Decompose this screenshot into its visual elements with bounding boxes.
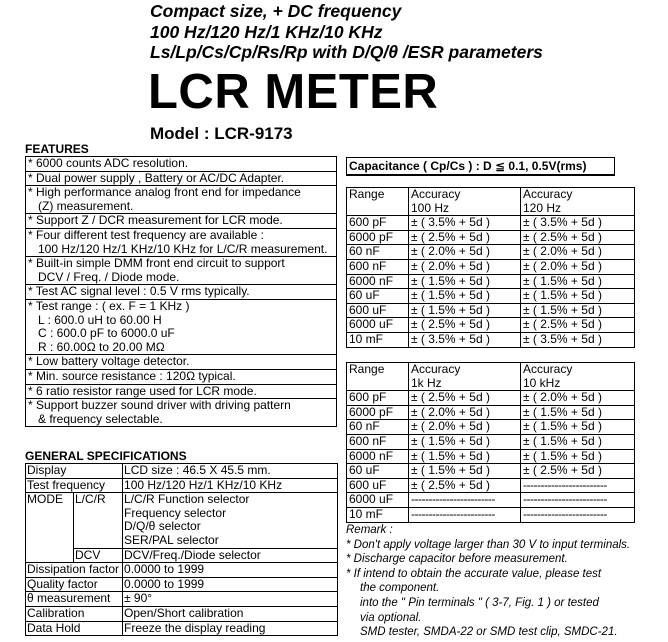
spec-value — [123, 493, 338, 548]
range-cell: 6000 pF — [347, 230, 409, 245]
accuracy-cell: ± ( 1.5% + 5d ) — [521, 434, 635, 449]
feature-item — [26, 369, 337, 384]
range-cell: 10 mF — [347, 332, 409, 347]
accuracy-cell: ± ( 1.5% + 5d ) — [521, 405, 635, 420]
spec-label: Data Hold — [26, 621, 123, 636]
feature-row — [26, 369, 337, 384]
accuracy-cell: ± ( 2.0% + 5d ) — [409, 259, 521, 274]
spec-row — [26, 464, 338, 479]
accuracy-cell: ------------------------ — [409, 507, 521, 522]
accuracy-cell: ± ( 3.5% + 5d ) — [521, 332, 635, 347]
feature-text: * High performance analog front end for impedance — [28, 185, 301, 200]
table-row — [347, 230, 635, 245]
feature-item — [26, 157, 337, 172]
range-cell: 6000 nF — [347, 274, 409, 289]
spec-row — [26, 606, 338, 621]
remarks-heading: Remark : — [346, 524, 393, 536]
feature-item — [26, 186, 337, 214]
feature-text: * Test range : ( ex. F = 1 KHz ) — [28, 299, 190, 313]
spec-label: θ measurement — [26, 592, 123, 607]
range-header: Range — [347, 188, 409, 216]
accuracy-cell: ± ( 3.5% + 5d ) — [521, 216, 635, 231]
spec-sublabel: DCV — [74, 548, 123, 563]
accuracy-cell: ------------------------ — [521, 493, 635, 508]
range-cell: 600 nF — [347, 434, 409, 449]
accuracy-label: Accuracy — [411, 362, 461, 376]
capacitance-table-2 — [346, 362, 635, 523]
table-row — [347, 259, 635, 274]
feature-item — [26, 214, 337, 229]
feature-text: * Min. source resistance : 120Ω typical. — [28, 369, 236, 383]
table-row — [347, 332, 635, 347]
feature-text: * 6000 counts ADC resolution. — [28, 156, 189, 170]
range-cell: 600 uF — [347, 303, 409, 318]
spec-value: 100 Hz/120 Hz/1 KHz/10 KHz — [123, 478, 338, 493]
remarks — [346, 523, 634, 640]
feature-text: * Low battery voltage detector. — [28, 354, 190, 369]
subtitle-line-2: 100 Hz/120 Hz/1 KHz/10 KHz — [150, 22, 383, 42]
accuracy-cell: ± ( 2.0% + 5d ) — [409, 420, 521, 435]
feature-subtext: & frequency selectable. — [38, 411, 163, 426]
capacitance-title: Capacitance ( Cp/Cs ) : D ≦ 0.1, 0.5V(rms) — [346, 157, 615, 176]
feature-item — [26, 228, 337, 256]
accuracy-cell: ± ( 2.5% + 5d ) — [521, 464, 635, 479]
feature-item — [26, 355, 337, 370]
table-header-row — [347, 363, 635, 391]
accuracy-cell: ± ( 2.5% + 5d ) — [409, 478, 521, 493]
spec-value: 0.0000 to 1999 — [123, 563, 338, 578]
range-cell: 6000 uF — [347, 493, 409, 508]
table-row — [347, 318, 635, 333]
remark-line: SMD tester, SMDA-22 or SMD test clip, SMDC-21. — [360, 626, 618, 639]
feature-item — [26, 257, 337, 285]
accuracy-cell: ± ( 3.5% + 5d ) — [409, 216, 521, 231]
accuracy-cell: ± ( 2.5% + 5d ) — [409, 391, 521, 406]
accuracy-cell: ± ( 2.0% + 5d ) — [521, 259, 635, 274]
feature-row — [26, 355, 337, 370]
table-row — [347, 493, 635, 508]
table-row — [347, 449, 635, 464]
accuracy-cell: ± ( 1.5% + 5d ) — [521, 420, 635, 435]
table-row — [347, 464, 635, 479]
range-cell: 600 uF — [347, 478, 409, 493]
table-row — [347, 303, 635, 318]
accuracy-cell: ± ( 2.5% + 5d ) — [409, 318, 521, 333]
remark-line: the component. — [360, 582, 440, 595]
remark-line: * If intend to obtain the accurate value, please test — [346, 567, 602, 580]
range-cell: 6000 nF — [347, 449, 409, 464]
feature-subtext: (Z) measurement. — [38, 198, 134, 213]
range-header: Range — [347, 363, 409, 391]
feature-text: * Dual power supply , Battery or AC/DC Adapter. — [28, 171, 285, 185]
spec-label: MODE — [26, 493, 74, 563]
feature-row — [26, 257, 337, 285]
accuracy-cell: ± ( 2.5% + 5d ) — [521, 230, 635, 245]
feature-row — [26, 299, 337, 354]
spec-sublabel: L/C/R — [74, 493, 123, 548]
range-cell: 60 uF — [347, 289, 409, 304]
feature-text: * Built-in simple DMM front end circuit to support — [28, 256, 285, 271]
table-row — [347, 216, 635, 231]
accuracy-header — [409, 188, 521, 216]
spec-value: Freeze the display reading — [123, 621, 338, 636]
range-cell: 10 mF — [347, 507, 409, 522]
features-heading: FEATURES — [25, 142, 89, 156]
accuracy-header — [521, 363, 635, 391]
spec-row — [26, 577, 338, 592]
remark-line: into the " Pin terminals " ( 3-7, Fig. 1 ) or tested — [360, 596, 599, 609]
feature-row — [26, 214, 337, 229]
accuracy-label: Accuracy — [523, 362, 573, 376]
feature-row — [26, 171, 337, 186]
accuracy-header — [521, 188, 635, 216]
table-row — [347, 289, 635, 304]
frequency-label: 100 Hz — [411, 200, 450, 215]
accuracy-cell: ± ( 1.5% + 5d ) — [409, 274, 521, 289]
spec-label: Display — [26, 464, 123, 479]
range-cell: 600 nF — [347, 259, 409, 274]
feature-item — [26, 299, 337, 354]
frequency-label: 1k Hz — [411, 375, 442, 390]
frequency-label: 120 Hz — [523, 200, 562, 215]
accuracy-cell: ± ( 1.5% + 5d ) — [521, 289, 635, 304]
table-row — [347, 405, 635, 420]
feature-subtext: R : 60.00Ω to 20.00 MΩ — [38, 339, 165, 354]
accuracy-cell: ± ( 2.0% + 5d ) — [521, 245, 635, 260]
frequency-label: 10 kHz — [523, 375, 561, 390]
accuracy-cell: ± ( 1.5% + 5d ) — [409, 434, 521, 449]
feature-item — [26, 384, 337, 399]
spec-value-line: D/Q/θ selector — [124, 519, 201, 534]
page-title: LCR METER — [148, 65, 439, 119]
accuracy-cell: ± ( 2.0% + 5d ) — [521, 391, 635, 406]
accuracy-header — [409, 363, 521, 391]
spec-value: DCV/Freq./Diode selector — [123, 548, 338, 563]
feature-subtext: L : 600.0 uH to 60.00 H — [38, 312, 162, 327]
table-row — [347, 434, 635, 449]
accuracy-cell: ± ( 1.5% + 5d ) — [409, 303, 521, 318]
spec-value-line: Frequency selector — [124, 505, 227, 520]
feature-subtext: DCV / Freq. / Diode mode. — [38, 269, 180, 284]
feature-item — [26, 171, 337, 186]
accuracy-cell: ± ( 1.5% + 5d ) — [521, 449, 635, 464]
subtitle-line-3: Ls/Lp/Cs/Cp/Rs/Rp with D/Q/θ /ESR parameters — [150, 42, 543, 62]
remark-line: via optional. — [360, 611, 422, 624]
range-cell: 600 pF — [347, 391, 409, 406]
range-cell: 600 pF — [347, 216, 409, 231]
feature-subtext: C : 600.0 pF to 6000.0 uF — [38, 326, 175, 341]
feature-text: * Support buzzer sound driver with driving pattern — [28, 398, 291, 413]
spec-row — [26, 493, 338, 548]
table-row — [347, 245, 635, 260]
feature-subtext: 100 Hz/120 Hz/1 KHz/10 KHz for L/C/R measurement. — [38, 241, 328, 256]
accuracy-cell: ± ( 1.5% + 5d ) — [409, 464, 521, 479]
accuracy-cell: ± ( 1.5% + 5d ) — [409, 289, 521, 304]
spec-label: Quality factor — [26, 577, 123, 592]
spec-row — [26, 563, 338, 578]
feature-text: * Support Z / DCR measurement for LCR mode. — [28, 213, 283, 228]
remark-line: * Don't apply voltage larger than 30 V to input terminals. — [346, 538, 631, 551]
accuracy-cell: ± ( 2.5% + 5d ) — [521, 318, 635, 333]
accuracy-cell: ± ( 2.0% + 5d ) — [409, 245, 521, 260]
accuracy-cell: ± ( 2.5% + 5d ) — [409, 230, 521, 245]
feature-text: * Test AC signal level : 0.5 V rms typically. — [28, 284, 250, 299]
feature-row — [26, 186, 337, 214]
feature-row — [26, 399, 337, 427]
accuracy-cell: ± ( 1.5% + 5d ) — [521, 274, 635, 289]
feature-row — [26, 228, 337, 256]
model-number: Model : LCR-9173 — [150, 124, 293, 143]
feature-row — [26, 384, 337, 399]
feature-item — [26, 399, 337, 427]
accuracy-cell: ± ( 3.5% + 5d ) — [409, 332, 521, 347]
spec-label: Test frequency — [26, 478, 123, 493]
spec-label: Dissipation factor — [26, 563, 123, 578]
spec-row — [26, 592, 338, 607]
feature-text: * 6 ratio resistor range used for LCR mode. — [28, 384, 257, 398]
spec-value: LCD size : 46.5 X 45.5 mm. — [123, 464, 338, 479]
feature-text: * Four different test frequency are available : — [28, 228, 264, 242]
capacitance-table-1 — [346, 187, 635, 348]
table-row — [347, 507, 635, 522]
accuracy-cell: ------------------------ — [521, 478, 635, 493]
table-header-row — [347, 188, 635, 216]
range-cell: 60 uF — [347, 464, 409, 479]
accuracy-cell: ± ( 2.0% + 5d ) — [409, 405, 521, 420]
spec-value-line: L/C/R Function selector — [124, 492, 250, 507]
remark-line: * Discharge capacitor before measurement. — [346, 553, 568, 566]
range-cell: 6000 uF — [347, 318, 409, 333]
spec-value-line: SER/PAL selector — [124, 532, 219, 547]
spec-row — [26, 478, 338, 493]
spec-row — [26, 621, 338, 636]
spec-label: Calibration — [26, 606, 123, 621]
spec-value: Open/Short calibration — [123, 606, 338, 621]
accuracy-cell: ± ( 1.5% + 5d ) — [409, 449, 521, 464]
range-cell: 60 nF — [347, 420, 409, 435]
accuracy-cell: ------------------------ — [409, 493, 521, 508]
accuracy-cell: ± ( 1.5% + 5d ) — [521, 303, 635, 318]
table-row — [347, 420, 635, 435]
spec-value: ± 90° — [123, 592, 338, 607]
table-row — [347, 478, 635, 493]
accuracy-label: Accuracy — [411, 187, 461, 201]
feature-row — [26, 285, 337, 300]
accuracy-cell: ------------------------ — [521, 507, 635, 522]
subtitle-line-1: Compact size, + DC frequency — [150, 1, 402, 21]
general-specs-heading: GENERAL SPECIFICATIONS — [25, 449, 187, 463]
general-specs-table — [25, 463, 338, 636]
range-cell: 60 nF — [347, 245, 409, 260]
table-row — [347, 274, 635, 289]
feature-row — [26, 157, 337, 172]
table-row — [347, 391, 635, 406]
feature-item — [26, 285, 337, 300]
range-cell: 6000 pF — [347, 405, 409, 420]
features-table — [25, 156, 337, 427]
accuracy-label: Accuracy — [523, 187, 573, 201]
spec-value: 0.0000 to 1999 — [123, 577, 338, 592]
